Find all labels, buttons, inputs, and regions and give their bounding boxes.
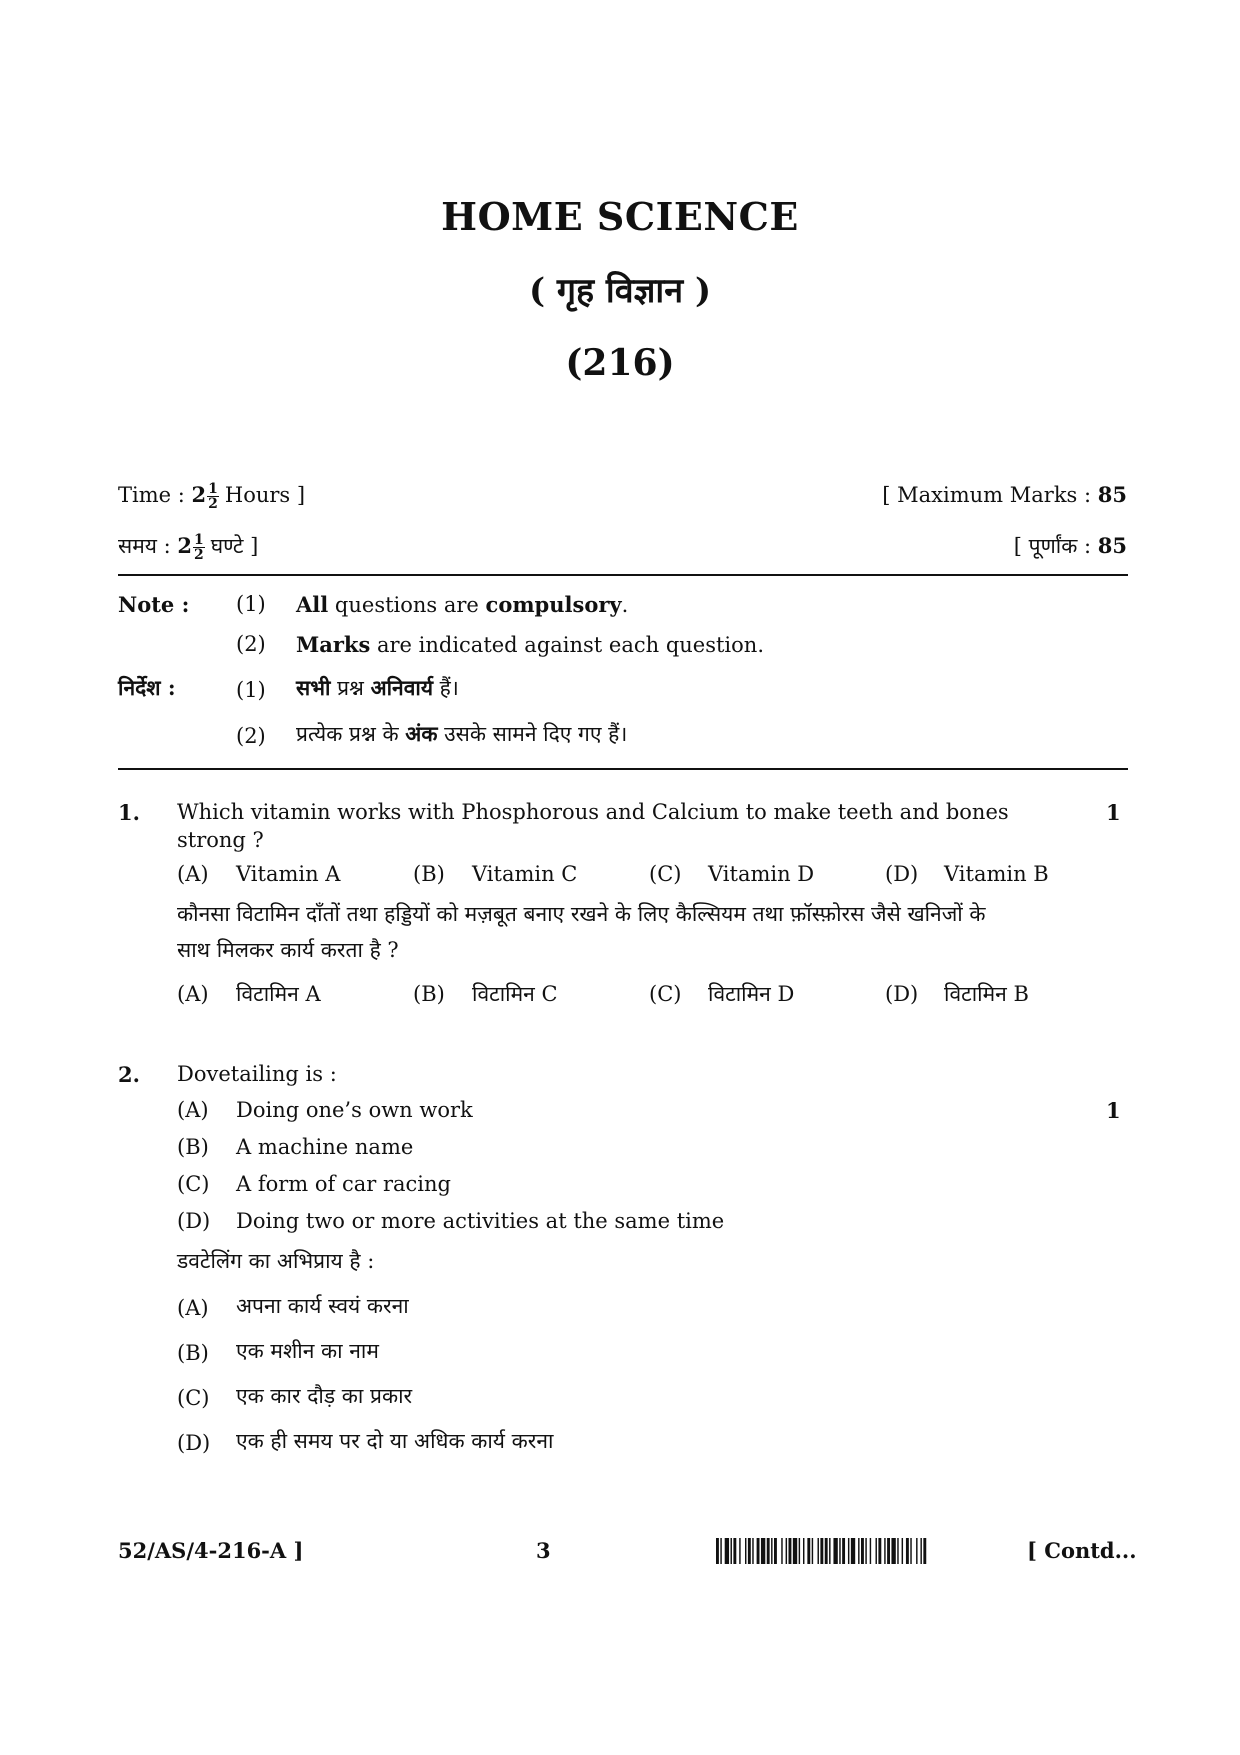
note-num: (2): [236, 724, 266, 748]
barcode-bar: [878, 1538, 881, 1564]
note-num: (1): [236, 592, 266, 616]
barcode-bar: [767, 1538, 770, 1564]
option-text-hindi: विटामिन D: [708, 982, 795, 1006]
barcode-bar: [842, 1538, 845, 1564]
time-info: Time : 2 $\frac{1}{2}$ Hours ]: [118, 481, 306, 512]
question-text: Dovetailing is :: [177, 1062, 337, 1086]
option-text-hindi: विटामिन A: [236, 982, 321, 1006]
option-text: Vitamin C: [472, 862, 578, 886]
question-number: 1.: [118, 800, 140, 825]
barcode-bar: [833, 1538, 837, 1564]
note-label-hindi: निर्देश :: [118, 675, 176, 700]
barcode-bar: [733, 1538, 736, 1564]
barcode-bar: [793, 1538, 797, 1564]
barcode-bar: [876, 1538, 877, 1564]
barcode-bar: [807, 1538, 810, 1564]
max-marks: [ Maximum Marks : 85: [882, 482, 1127, 507]
barcode-bar: [916, 1538, 917, 1564]
barcode-bar: [920, 1538, 921, 1564]
barcode-bar: [752, 1538, 753, 1564]
page-title: HOME SCIENCE: [441, 194, 799, 239]
barcode-bar: [906, 1538, 909, 1564]
barcode-bar: [851, 1538, 855, 1564]
option-label: (C): [177, 1172, 210, 1196]
option-text: Vitamin A: [236, 862, 341, 886]
note-item: Marks are indicated against each question.: [296, 632, 764, 657]
option-label: (B): [413, 982, 445, 1006]
barcode-bar: [910, 1538, 911, 1564]
option-text: Vitamin D: [708, 862, 815, 886]
divider: [118, 574, 1128, 576]
barcode-bar: [789, 1538, 792, 1564]
question-text-hindi: साथ मिलकर कार्य करता है ?: [177, 938, 399, 962]
option-label: (D): [177, 1209, 211, 1233]
barcode-bar: [902, 1538, 903, 1564]
barcode: [716, 1538, 1012, 1564]
option-text-hindi: विटामिन C: [472, 982, 558, 1006]
question-text: Which vitamin works with Phosphorous and Calcium to make teeth and bones: [177, 800, 1009, 824]
note-num: (1): [236, 678, 266, 702]
note-item-hindi: सभी प्रश्न अनिवार्य हैं।: [296, 675, 459, 700]
option-label: (B): [177, 1341, 209, 1365]
barcode-bar: [839, 1538, 840, 1564]
page-title-hindi: ( गृह विज्ञान ): [528, 271, 712, 311]
question-text-hindi: डवटेलिंग का अभिप्राय है :: [177, 1249, 375, 1273]
option-label: (D): [885, 982, 919, 1006]
question-marks: 1: [1106, 1098, 1121, 1123]
option-label: (B): [413, 862, 445, 886]
option-label: (A): [177, 1296, 209, 1320]
barcode-bar: [771, 1538, 772, 1564]
option-text-hindi: एक मशीन का नाम: [236, 1339, 379, 1363]
note-item-hindi: प्रत्येक प्रश्न के अंक उसके सामने दिए गए हैं।: [296, 721, 628, 746]
barcode-bar: [781, 1538, 782, 1564]
barcode-bar: [891, 1538, 895, 1564]
note-num: (2): [236, 632, 266, 656]
barcode-bar: [720, 1538, 721, 1564]
barcode-bar: [725, 1538, 729, 1564]
option-label: (D): [885, 862, 919, 886]
option-text: Doing one’s own work: [236, 1098, 473, 1122]
option-label: (A): [177, 982, 209, 1006]
time-info-hindi: समय : 2 $\frac{1}{2}$ घण्टे ]: [118, 532, 259, 563]
barcode-bar: [799, 1538, 800, 1564]
page-number: 3: [536, 1538, 551, 1563]
barcode-bar: [818, 1538, 819, 1564]
option-text: A machine name: [236, 1135, 414, 1159]
barcode-bar: [731, 1538, 732, 1564]
barcode-bar: [745, 1538, 746, 1564]
max-marks-hindi: [ पूर्णांक : 85: [1013, 533, 1127, 558]
question-text-hindi: कौनसा विटामिन दाँतों तथा हड्डियों को मज़बूत बनाए रखने के लिए कैल्सियम तथा फ़ॉस्फ़ोरस जैसे खनिजों के: [177, 902, 986, 926]
barcode-bar: [848, 1538, 849, 1564]
question-text: strong ?: [177, 828, 264, 852]
option-text: Vitamin B: [944, 862, 1049, 886]
barcode-bar: [761, 1538, 765, 1564]
option-text-hindi: एक कार दौड़ का प्रकार: [236, 1384, 413, 1408]
option-label: (C): [649, 862, 682, 886]
option-label: (D): [177, 1431, 211, 1455]
option-text-hindi: अपना कार्य स्वयं करना: [236, 1294, 409, 1318]
note-label: Note :: [118, 592, 190, 617]
option-text-hindi: एक ही समय पर दो या अधिक कार्य करना: [236, 1429, 554, 1453]
option-text: A form of car racing: [236, 1172, 451, 1196]
option-label: (C): [177, 1386, 210, 1410]
contd-label: [ Contd...: [1027, 1538, 1137, 1563]
option-text: Doing two or more activities at the same time: [236, 1209, 725, 1233]
barcode-bar: [812, 1538, 813, 1564]
option-text-hindi: विटामिन B: [944, 982, 1029, 1006]
barcode-bar: [757, 1538, 760, 1564]
barcode-bar: [820, 1538, 823, 1564]
barcode-bar: [825, 1538, 828, 1564]
barcode-bar: [865, 1538, 866, 1564]
barcode-bar: [887, 1538, 890, 1564]
barcode-bar: [748, 1538, 751, 1564]
option-label: (A): [177, 1098, 209, 1122]
question-number: 2.: [118, 1062, 140, 1087]
barcode-bar: [803, 1538, 804, 1564]
barcode-bar: [716, 1538, 719, 1564]
barcode-bar: [774, 1538, 777, 1564]
question-marks: 1: [1106, 800, 1121, 825]
note-item: All questions are compulsory.: [296, 592, 629, 617]
barcode-bar: [870, 1538, 871, 1564]
subject-code: (216): [565, 342, 675, 384]
barcode-bar: [858, 1538, 859, 1564]
option-label: (A): [177, 862, 209, 886]
barcode-bar: [897, 1538, 898, 1564]
option-label: (C): [649, 982, 682, 1006]
barcode-bar: [861, 1538, 864, 1564]
barcode-bar: [923, 1538, 926, 1564]
option-label: (B): [177, 1135, 209, 1159]
barcode-bar: [829, 1538, 830, 1564]
barcode-bar: [739, 1538, 740, 1564]
barcode-bar: [786, 1538, 787, 1564]
barcode-bar: [884, 1538, 885, 1564]
paper-code: 52/AS/4-216-A ]: [118, 1538, 304, 1563]
divider: [118, 768, 1128, 770]
